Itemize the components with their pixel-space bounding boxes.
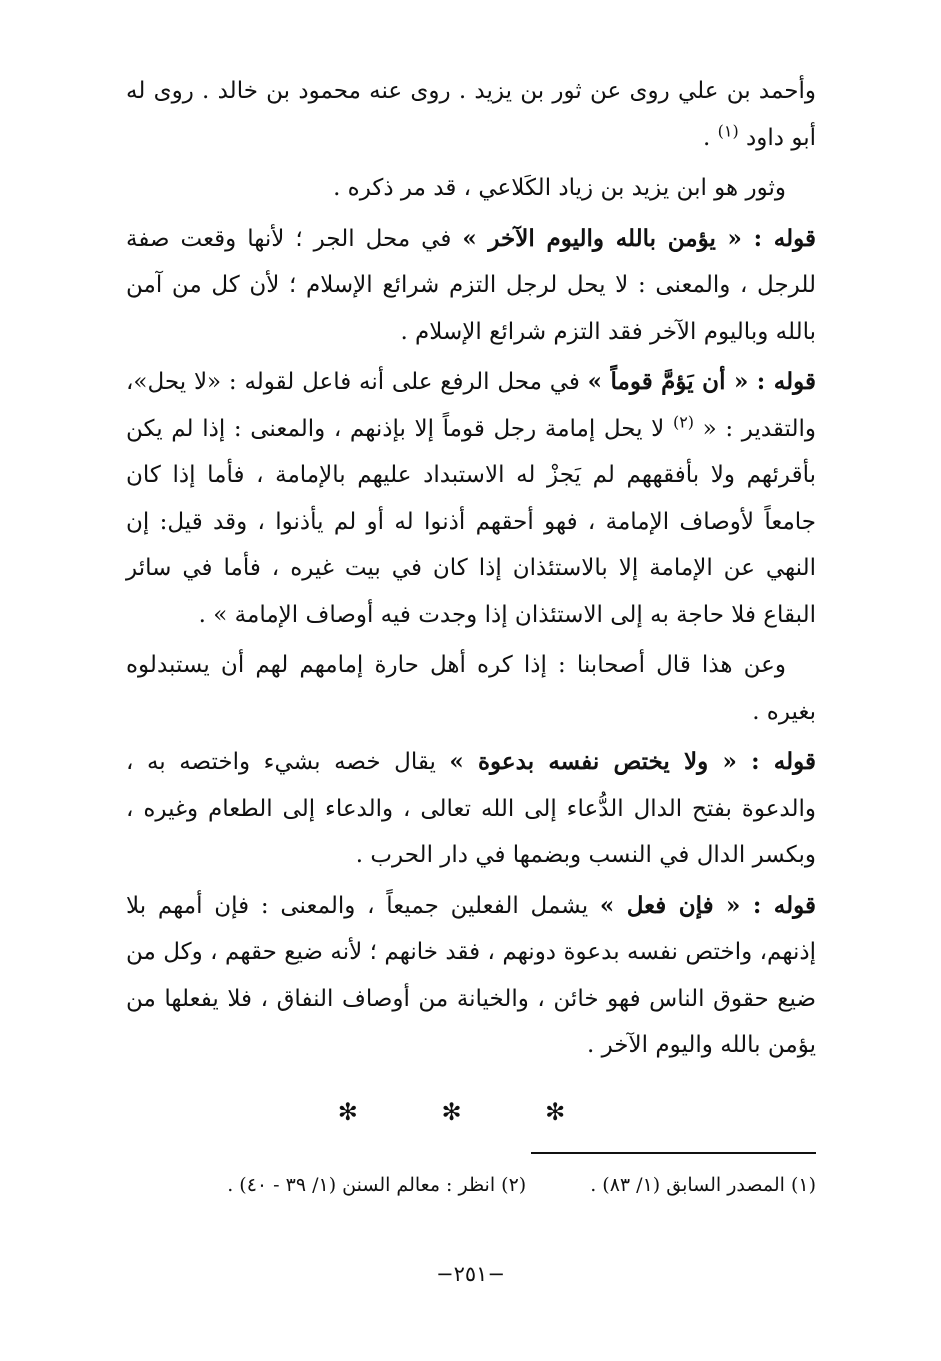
footnote-1: (١) المصدر السابق (١/ ٨٣) .: [590, 1174, 816, 1196]
paragraph: [126, 883, 816, 1069]
text-segment: وثور هو ابن يزيد بن زياد الكَلاعي ، قد مر ذكره .: [333, 175, 786, 201]
paragraph: [126, 165, 816, 212]
text-segment: في محل الجر ؛ لأنها وقعت صفة للرجل ، والمعنى : لا يحل لرجل التزم شرائع الإسلام ؛ لأن كل من آمن بالله وباليوم الآخر فقد التزم شرائع الإسلام .: [126, 225, 816, 345]
section-separator: ✻ ✻ ✻: [337, 1098, 604, 1126]
text-segment: وأحمد بن علي روى عن ثور بن يزيد . روى عنه محمود بن خالد . روى له أبو داود: [126, 78, 816, 151]
text-segment: لا يحل إمامة رجل قوماً إلا بإذنهم ، والمعنى : إذا لم يكن بأقرئهم ولا بأفقههم لم يَجزْ له الاستبداد عليهم بالإمامة ، فأما إذا كان جامعاً لأوصاف الإمامة ، فهو أحقهم أذنوا له أو لم يأذنوا ، وقد قيل: إن النهي عن الإمامة إلا بالاستئذان إذا كان في بيت غيره ، فأما في سائر البقاع فلا حاجة به إلى الاستئذان إذا وجدت فيه أوصاف الإمامة » .: [126, 415, 816, 628]
paragraph: [126, 642, 816, 735]
quoted-phrase: قوله : « فإن فعل »: [599, 891, 816, 919]
footnote-marker: (٢): [672, 411, 695, 431]
quoted-phrase: قوله : « أن يَؤمَّ قوماً »: [587, 368, 816, 395]
text-segment: وعن هذا قال أصحابنا : إذا كره أهل حارة إمامهم لهم أن يستبدلوه بغيره .: [126, 652, 816, 725]
footnote-2: (٢) انظر : معالم السنن (١/ ٣٩ - ٤٠) .: [227, 1174, 527, 1196]
text-segment: يشمل الفعلين جميعاً ، والمعنى : فإن أمهم بلا إذنهم، واختص نفسه بدعوة دونهم ، فقد خانهم ؛ لأنه ضيع حقهم ، وكل من ضيع حقوق الناس فهو خائن ، والخيانة من أوصاف النفاق ، فلا يفعلها من يؤمن بالله واليوم الآخر .: [126, 892, 816, 1058]
text-segment: .: [703, 124, 718, 151]
footnote-rule: [531, 1152, 816, 1154]
quoted-phrase: قوله : « ولا يختص نفسه بدعوة »: [449, 748, 816, 775]
paragraph: [126, 68, 816, 161]
page-number: −٢٥١−: [435, 1262, 506, 1286]
quoted-phrase: قوله : « يؤمن بالله واليوم الآخر »: [462, 224, 816, 252]
text-segment: يقال خصه بشيء واختصه به ، والدعوة بفتح الدال الدُّعاء إلى الله تعالى ، والدعاء إلى الطعام وغيره ، وبكسر الدال في النسب وبضمها في دار الحرب .: [126, 749, 816, 868]
paragraph: [126, 359, 816, 638]
footnotes: [126, 1170, 816, 1200]
footnote-marker: (١): [717, 120, 739, 140]
paragraph: [126, 216, 816, 356]
main-text: [126, 68, 816, 1073]
text-segment: في محل الرفع على أنه فاعل لقوله : «لا يحل»، والتقدير : «: [126, 369, 816, 442]
paragraph: [126, 739, 816, 879]
